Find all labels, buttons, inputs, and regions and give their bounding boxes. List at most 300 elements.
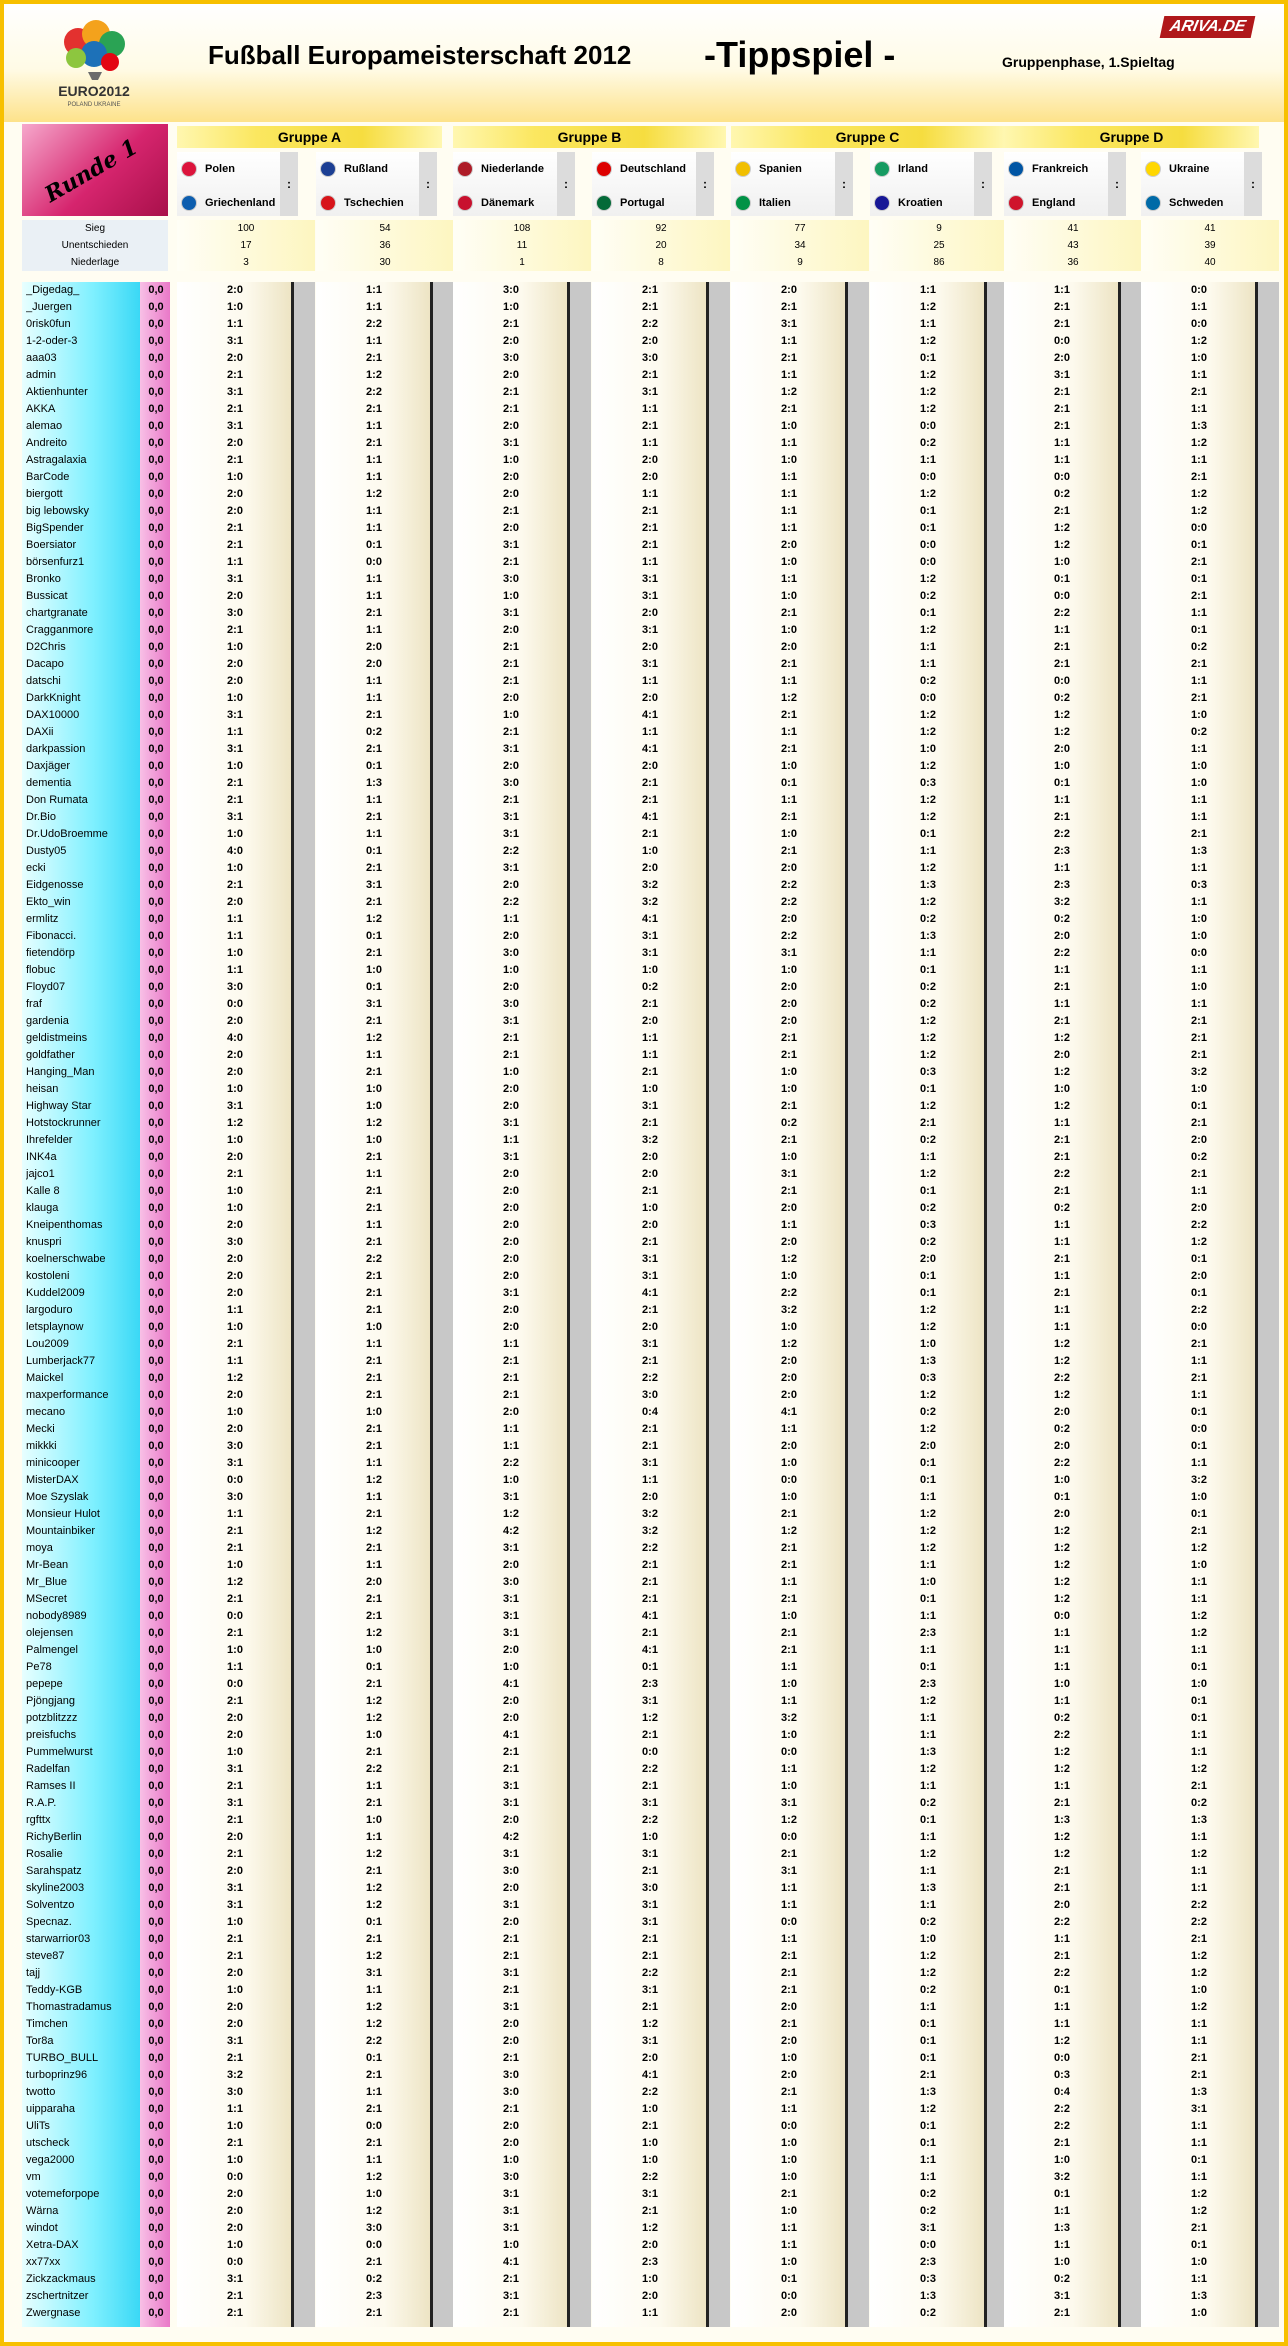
tip-cell[interactable]: 1:2 [1191, 1967, 1207, 1979]
tip-cell[interactable]: 0:1 [920, 607, 936, 619]
tip-cell[interactable]: 1:0 [227, 862, 243, 874]
tip-cell[interactable]: 2:1 [366, 1151, 382, 1163]
tip-cell[interactable]: 0:2 [1054, 913, 1070, 925]
tip-cell[interactable]: 1:0 [1191, 709, 1207, 721]
tip-cell[interactable]: 2:0 [642, 471, 658, 483]
tip-cell[interactable]: 2:0 [227, 505, 243, 517]
player-name[interactable]: skyline2003 [26, 1882, 85, 1894]
tip-cell[interactable]: 2:0 [366, 1576, 382, 1588]
tip-cell[interactable]: 1:2 [642, 2222, 658, 2234]
tip-cell[interactable]: 2:1 [1191, 386, 1207, 398]
tip-cell[interactable]: 1:2 [920, 1049, 936, 1061]
tip-cell[interactable]: 1:1 [920, 1729, 936, 1741]
tip-cell[interactable]: 2:0 [503, 1270, 519, 1282]
tip-cell[interactable]: 2:1 [1054, 2307, 1070, 2319]
tip-cell[interactable]: 2:0 [642, 1151, 658, 1163]
tip-cell[interactable]: 2:1 [1054, 1797, 1070, 1809]
tip-cell[interactable]: 1:1 [1054, 1780, 1070, 1792]
tip-cell[interactable]: 2:1 [366, 1236, 382, 1248]
tip-cell[interactable]: 1:1 [366, 1219, 382, 1231]
player-name[interactable]: Pjöngjang [26, 1695, 75, 1707]
tip-cell[interactable]: 2:1 [642, 505, 658, 517]
tip-cell[interactable]: 3:1 [642, 1984, 658, 1996]
player-name[interactable]: darkpassion [26, 743, 86, 755]
player-name[interactable]: olejensen [26, 1627, 74, 1639]
tip-cell[interactable]: 2:1 [1191, 1525, 1207, 1537]
tip-cell[interactable]: 3:1 [227, 1457, 243, 1469]
tip-cell[interactable]: 0:1 [920, 2035, 936, 2047]
tip-cell[interactable]: 3:1 [227, 2035, 243, 2047]
tip-cell[interactable]: 0:2 [1054, 2273, 1070, 2285]
player-name[interactable]: Andreito [26, 437, 67, 449]
tip-cell[interactable]: 1:2 [366, 2171, 382, 2183]
tip-cell[interactable]: 1:0 [781, 1780, 797, 1792]
tip-cell[interactable]: 0:2 [920, 2205, 936, 2217]
tip-cell[interactable]: 1:1 [366, 794, 382, 806]
tip-cell[interactable]: 2:1 [1054, 1950, 1070, 1962]
tip-cell[interactable]: 1:2 [1054, 2035, 1070, 2047]
tip-cell[interactable]: 1:1 [781, 1661, 797, 1673]
tip-cell[interactable]: 0:2 [920, 1984, 936, 1996]
tip-cell[interactable]: 1:2 [781, 386, 797, 398]
tip-cell[interactable]: 3:1 [503, 437, 519, 449]
tip-cell[interactable]: 3:1 [227, 386, 243, 398]
tip-cell[interactable]: 1:1 [1191, 2120, 1207, 2132]
tip-cell[interactable]: 2:1 [1054, 1134, 1070, 1146]
tip-cell[interactable]: 1:1 [781, 1576, 797, 1588]
tip-cell[interactable]: 2:0 [781, 1355, 797, 1367]
tip-cell[interactable]: 1:1 [920, 2171, 936, 2183]
player-name[interactable]: Solventzo [26, 1899, 75, 1911]
tip-cell[interactable]: 2:1 [227, 1848, 243, 1860]
tip-cell[interactable]: 0:1 [366, 845, 382, 857]
tip-cell[interactable]: 2:2 [1054, 1729, 1070, 1741]
tip-cell[interactable]: 1:2 [920, 1032, 936, 1044]
tip-cell[interactable]: 1:1 [227, 1355, 243, 1367]
tip-cell[interactable]: 3:1 [781, 1797, 797, 1809]
tip-cell[interactable]: 3:1 [503, 1491, 519, 1503]
tip-cell[interactable]: 1:1 [366, 828, 382, 840]
tip-cell[interactable]: 1:1 [1191, 2273, 1207, 2285]
tip-cell[interactable]: 1:0 [503, 964, 519, 976]
tip-cell[interactable]: 0:1 [920, 2018, 936, 2030]
tip-cell[interactable]: 0:0 [1054, 1610, 1070, 1622]
tip-cell[interactable]: 3:1 [227, 420, 243, 432]
tip-cell[interactable]: 2:1 [781, 1100, 797, 1112]
tip-cell[interactable]: 1:0 [920, 1576, 936, 1588]
tip-cell[interactable]: 1:2 [1054, 1542, 1070, 1554]
tip-cell[interactable]: 2:1 [1054, 420, 1070, 432]
tip-cell[interactable]: 2:2 [781, 1287, 797, 1299]
tip-cell[interactable]: 2:1 [1191, 556, 1207, 568]
tip-cell[interactable]: 1:1 [781, 573, 797, 585]
tip-cell[interactable]: 1:2 [781, 1814, 797, 1826]
tip-cell[interactable]: 1:2 [1054, 522, 1070, 534]
tip-cell[interactable]: 0:2 [1054, 488, 1070, 500]
tip-cell[interactable]: 1:0 [227, 828, 243, 840]
tip-cell[interactable]: 3:2 [642, 896, 658, 908]
tip-cell[interactable]: 2:0 [503, 1202, 519, 1214]
tip-cell[interactable]: 1:3 [1054, 1814, 1070, 1826]
tip-cell[interactable]: 1:2 [366, 2001, 382, 2013]
tip-cell[interactable]: 1:0 [1191, 1083, 1207, 1095]
tip-cell[interactable]: 2:0 [642, 335, 658, 347]
player-name[interactable]: Ekto_win [26, 896, 71, 908]
tip-cell[interactable]: 1:0 [366, 1134, 382, 1146]
tip-cell[interactable]: 2:0 [503, 1185, 519, 1197]
tip-cell[interactable]: 2:0 [503, 760, 519, 772]
tip-cell[interactable]: 1:0 [227, 2120, 243, 2132]
tip-cell[interactable]: 2:1 [1191, 2052, 1207, 2064]
tip-cell[interactable]: 1:1 [920, 1780, 936, 1792]
tip-cell[interactable]: 2:1 [503, 556, 519, 568]
tip-cell[interactable]: 1:2 [920, 896, 936, 908]
tip-cell[interactable]: 2:0 [366, 658, 382, 670]
tip-cell[interactable]: 2:1 [781, 709, 797, 721]
tip-cell[interactable]: 1:2 [920, 1100, 936, 1112]
tip-cell[interactable]: 0:2 [1191, 726, 1207, 738]
tip-cell[interactable]: 3:1 [227, 709, 243, 721]
tip-cell[interactable]: 2:1 [227, 2052, 243, 2064]
tip-cell[interactable]: 1:0 [227, 1916, 243, 1928]
tip-cell[interactable]: 2:2 [503, 1457, 519, 1469]
tip-cell[interactable]: 2:2 [366, 386, 382, 398]
tip-cell[interactable]: 1:0 [781, 1610, 797, 1622]
tip-cell[interactable]: 3:1 [503, 811, 519, 823]
tip-cell[interactable]: 2:1 [781, 607, 797, 619]
tip-cell[interactable]: 1:1 [642, 403, 658, 415]
tip-cell[interactable]: 2:2 [1054, 1457, 1070, 1469]
tip-cell[interactable]: 2:1 [781, 1644, 797, 1656]
tip-cell[interactable]: 1:2 [642, 2018, 658, 2030]
tip-cell[interactable]: 3:0 [642, 1882, 658, 1894]
tip-cell[interactable]: 1:1 [920, 1899, 936, 1911]
tip-cell[interactable]: 1:1 [1191, 1729, 1207, 1741]
tip-cell[interactable]: 4:1 [642, 2069, 658, 2081]
tip-cell[interactable]: 1:1 [227, 930, 243, 942]
player-name[interactable]: DAX10000 [26, 709, 80, 721]
tip-cell[interactable]: 4:1 [642, 743, 658, 755]
tip-cell[interactable]: 1:1 [1191, 1576, 1207, 1588]
player-name[interactable]: zschertnitzer [26, 2290, 89, 2302]
tip-cell[interactable]: 2:0 [1191, 1270, 1207, 1282]
tip-cell[interactable]: 1:2 [920, 1304, 936, 1316]
tip-cell[interactable]: 1:1 [366, 335, 382, 347]
tip-cell[interactable]: 1:0 [366, 1729, 382, 1741]
tip-cell[interactable]: 2:1 [227, 1950, 243, 1962]
tip-cell[interactable]: 0:1 [1191, 1100, 1207, 1112]
player-name[interactable]: Pe78 [26, 1661, 52, 1673]
tip-cell[interactable]: 0:1 [1054, 1491, 1070, 1503]
tip-cell[interactable]: 2:1 [1191, 658, 1207, 670]
player-name[interactable]: Mountainbiker [26, 1525, 96, 1537]
tip-cell[interactable]: 2:0 [227, 2018, 243, 2030]
tip-cell[interactable]: 0:2 [920, 590, 936, 602]
tip-cell[interactable]: 2:1 [642, 1117, 658, 1129]
player-name[interactable]: Hanging_Man [26, 1066, 95, 1078]
tip-cell[interactable]: 2:0 [503, 1814, 519, 1826]
tip-cell[interactable]: 2:2 [1191, 1304, 1207, 1316]
tip-cell[interactable]: 2:1 [642, 794, 658, 806]
tip-cell[interactable]: 1:1 [1054, 1304, 1070, 1316]
tip-cell[interactable]: 3:2 [642, 1508, 658, 1520]
tip-cell[interactable]: 0:1 [1191, 1661, 1207, 1673]
tip-cell[interactable]: 4:0 [227, 845, 243, 857]
tip-cell[interactable]: 1:1 [366, 1491, 382, 1503]
tip-cell[interactable]: 1:1 [920, 2154, 936, 2166]
tip-cell[interactable]: 3:1 [642, 1100, 658, 1112]
player-name[interactable]: Mr-Bean [26, 1559, 69, 1571]
player-name[interactable]: gardenia [26, 1015, 69, 1027]
tip-cell[interactable]: 0:1 [1191, 539, 1207, 551]
tip-cell[interactable]: 0:2 [1054, 1202, 1070, 1214]
tip-cell[interactable]: 1:1 [366, 522, 382, 534]
tip-cell[interactable]: 1:0 [781, 2137, 797, 2149]
tip-cell[interactable]: 2:1 [366, 2069, 382, 2081]
tip-cell[interactable]: 1:0 [1191, 1984, 1207, 1996]
tip-cell[interactable]: 4:1 [503, 2256, 519, 2268]
tip-cell[interactable]: 1:0 [1191, 1678, 1207, 1690]
tip-cell[interactable]: 2:1 [366, 1423, 382, 1435]
tip-cell[interactable]: 2:1 [781, 2018, 797, 2030]
tip-cell[interactable]: 1:3 [1054, 2222, 1070, 2234]
tip-cell[interactable]: 2:2 [642, 2171, 658, 2183]
tip-cell[interactable]: 3:1 [503, 1780, 519, 1792]
tip-cell[interactable]: 4:1 [503, 1678, 519, 1690]
tip-cell[interactable]: 1:2 [366, 1899, 382, 1911]
tip-cell[interactable]: 2:1 [227, 777, 243, 789]
tip-cell[interactable]: 0:0 [227, 998, 243, 1010]
tip-cell[interactable]: 1:0 [227, 1746, 243, 1758]
tip-cell[interactable]: 2:1 [781, 1542, 797, 1554]
tip-cell[interactable]: 2:1 [1191, 2069, 1207, 2081]
tip-cell[interactable]: 0:0 [781, 1916, 797, 1928]
player-name[interactable]: preisfuchs [26, 1729, 77, 1741]
player-name[interactable]: Floyd07 [26, 981, 66, 993]
tip-cell[interactable]: 3:1 [503, 1593, 519, 1605]
tip-cell[interactable]: 3:1 [642, 624, 658, 636]
tip-cell[interactable]: 0:2 [920, 913, 936, 925]
player-name[interactable]: Ihrefelder [26, 1134, 73, 1146]
tip-cell[interactable]: 1:2 [920, 335, 936, 347]
tip-cell[interactable]: 0:2 [366, 2273, 382, 2285]
tip-cell[interactable]: 1:2 [366, 1848, 382, 1860]
player-name[interactable]: INK4a [26, 1151, 57, 1163]
tip-cell[interactable]: 2:1 [503, 1933, 519, 1945]
tip-cell[interactable]: 2:2 [1054, 1372, 1070, 1384]
player-name[interactable]: maxperformance [26, 1389, 109, 1401]
tip-cell[interactable]: 1:1 [920, 1865, 936, 1877]
tip-cell[interactable]: 1:1 [781, 1763, 797, 1775]
tip-cell[interactable]: 1:0 [503, 1474, 519, 1486]
tip-cell[interactable]: 1:3 [366, 777, 382, 789]
tip-cell[interactable]: 0:1 [781, 2273, 797, 2285]
tip-cell[interactable]: 1:1 [1054, 1627, 1070, 1639]
tip-cell[interactable]: 0:1 [920, 1457, 936, 1469]
tip-cell[interactable]: 1:2 [1054, 1576, 1070, 1588]
tip-cell[interactable]: 2:1 [227, 1814, 243, 1826]
tip-cell[interactable]: 2:1 [503, 794, 519, 806]
tip-cell[interactable]: 0:0 [920, 539, 936, 551]
tip-cell[interactable]: 2:1 [781, 1593, 797, 1605]
tip-cell[interactable]: 2:1 [781, 403, 797, 415]
tip-cell[interactable]: 1:2 [1054, 1525, 1070, 1537]
tip-cell[interactable]: 2:0 [227, 437, 243, 449]
player-name[interactable]: fraf [26, 998, 42, 1010]
tip-cell[interactable]: 2:1 [1054, 981, 1070, 993]
tip-cell[interactable]: 2:0 [503, 1253, 519, 1265]
player-name[interactable]: TURBO_BULL [26, 2052, 99, 2064]
tip-cell[interactable]: 1:1 [781, 1882, 797, 1894]
tip-cell[interactable]: 2:1 [1054, 658, 1070, 670]
tip-cell[interactable]: 3:1 [503, 1627, 519, 1639]
tip-cell[interactable]: 2:0 [503, 1236, 519, 1248]
tip-cell[interactable]: 2:1 [1191, 1933, 1207, 1945]
tip-cell[interactable]: 1:2 [920, 811, 936, 823]
tip-cell[interactable]: 3:1 [642, 2035, 658, 2047]
tip-cell[interactable]: 2:1 [1191, 2222, 1207, 2234]
tip-cell[interactable]: 2:0 [227, 590, 243, 602]
tip-cell[interactable]: 2:0 [227, 1219, 243, 1231]
tip-cell[interactable]: 1:0 [642, 2154, 658, 2166]
tip-cell[interactable]: 1:1 [1191, 2018, 1207, 2030]
tip-cell[interactable]: 2:2 [366, 1763, 382, 1775]
tip-cell[interactable]: 1:0 [920, 743, 936, 755]
tip-cell[interactable]: 2:0 [642, 607, 658, 619]
tip-cell[interactable]: 2:1 [642, 1559, 658, 1571]
tip-cell[interactable]: 4:1 [642, 709, 658, 721]
tip-cell[interactable]: 1:0 [642, 845, 658, 857]
tip-cell[interactable]: 3:0 [227, 1491, 243, 1503]
tip-cell[interactable]: 2:1 [503, 318, 519, 330]
tip-cell[interactable]: 1:2 [1191, 1627, 1207, 1639]
tip-cell[interactable]: 2:2 [642, 1967, 658, 1979]
tip-cell[interactable]: 1:1 [920, 641, 936, 653]
tip-cell[interactable]: 0:1 [642, 1661, 658, 1673]
tip-cell[interactable]: 2:1 [1054, 318, 1070, 330]
tip-cell[interactable]: 1:1 [1054, 1270, 1070, 1282]
tip-cell[interactable]: 0:1 [1191, 1440, 1207, 1452]
tip-cell[interactable]: 2:1 [1054, 1185, 1070, 1197]
tip-cell[interactable]: 2:1 [1054, 1865, 1070, 1877]
tip-cell[interactable]: 2:0 [503, 488, 519, 500]
tip-cell[interactable]: 2:1 [503, 1372, 519, 1384]
tip-cell[interactable]: 2:1 [642, 1185, 658, 1197]
tip-cell[interactable]: 1:3 [920, 2290, 936, 2302]
tip-cell[interactable]: 0:2 [920, 1236, 936, 1248]
tip-cell[interactable]: 0:0 [227, 2256, 243, 2268]
tip-cell[interactable]: 1:1 [366, 505, 382, 517]
tip-cell[interactable]: 2:1 [642, 777, 658, 789]
tip-cell[interactable]: 1:2 [1191, 1950, 1207, 1962]
tip-cell[interactable]: 1:1 [1054, 284, 1070, 296]
tip-cell[interactable]: 2:2 [503, 845, 519, 857]
tip-cell[interactable]: 1:1 [503, 1440, 519, 1452]
tip-cell[interactable]: 3:1 [503, 2188, 519, 2200]
tip-cell[interactable]: 1:0 [1054, 1678, 1070, 1690]
player-name[interactable]: votemeforpope [26, 2188, 100, 2200]
tip-cell[interactable]: 3:1 [227, 2273, 243, 2285]
tip-cell[interactable]: 0:3 [920, 1066, 936, 1078]
tip-cell[interactable]: 2:0 [920, 1440, 936, 1452]
tip-cell[interactable]: 1:0 [366, 1644, 382, 1656]
tip-cell[interactable]: 1:0 [227, 2154, 243, 2166]
tip-cell[interactable]: 3:2 [227, 2069, 243, 2081]
tip-cell[interactable]: 1:0 [781, 964, 797, 976]
tip-cell[interactable]: 1:1 [366, 675, 382, 687]
tip-cell[interactable]: 2:1 [781, 1032, 797, 1044]
tip-cell[interactable]: 1:1 [920, 658, 936, 670]
tip-cell[interactable]: 1:0 [227, 301, 243, 313]
tip-cell[interactable]: 1:1 [781, 1695, 797, 1707]
tip-cell[interactable]: 0:0 [1191, 1321, 1207, 1333]
tip-cell[interactable]: 1:1 [642, 488, 658, 500]
tip-cell[interactable]: 3:1 [227, 573, 243, 585]
tip-cell[interactable]: 3:1 [642, 1797, 658, 1809]
tip-cell[interactable]: 2:1 [1054, 301, 1070, 313]
player-name[interactable]: DarkKnight [26, 692, 81, 704]
tip-cell[interactable]: 2:0 [227, 284, 243, 296]
tip-cell[interactable]: 2:2 [503, 896, 519, 908]
tip-cell[interactable]: 2:0 [1054, 1508, 1070, 1520]
tip-cell[interactable]: 1:2 [920, 624, 936, 636]
tip-cell[interactable]: 1:1 [781, 471, 797, 483]
tip-cell[interactable]: 4:2 [503, 1525, 519, 1537]
tip-cell[interactable]: 0:1 [366, 1916, 382, 1928]
tip-cell[interactable]: 1:3 [920, 2086, 936, 2098]
tip-cell[interactable]: 2:1 [366, 1933, 382, 1945]
tip-cell[interactable]: 1:0 [1054, 2154, 1070, 2166]
tip-cell[interactable]: 2:0 [642, 862, 658, 874]
tip-cell[interactable]: 0:0 [1054, 590, 1070, 602]
tip-cell[interactable]: 1:0 [781, 2205, 797, 2217]
tip-cell[interactable]: 1:2 [366, 369, 382, 381]
tip-cell[interactable]: 2:0 [503, 1916, 519, 1928]
tip-cell[interactable]: 2:0 [920, 1253, 936, 1265]
tip-cell[interactable]: 1:0 [503, 454, 519, 466]
tip-cell[interactable]: 2:1 [227, 1338, 243, 1350]
tip-cell[interactable]: 2:0 [227, 658, 243, 670]
tip-cell[interactable]: 1:0 [227, 2239, 243, 2251]
tip-cell[interactable]: 2:0 [503, 981, 519, 993]
tip-cell[interactable]: 1:0 [781, 1491, 797, 1503]
tip-cell[interactable]: 1:1 [920, 284, 936, 296]
player-name[interactable]: potzblitzzz [26, 1712, 78, 1724]
tip-cell[interactable]: 2:0 [503, 1695, 519, 1707]
player-name[interactable]: twotto [26, 2086, 56, 2098]
tip-cell[interactable]: 1:0 [642, 2103, 658, 2115]
player-name[interactable]: Dr.UdoBroemme [26, 828, 108, 840]
tip-cell[interactable]: 0:1 [920, 2052, 936, 2064]
tip-cell[interactable]: 1:2 [366, 1117, 382, 1129]
tip-cell[interactable]: 1:1 [366, 624, 382, 636]
tip-cell[interactable]: 1:1 [1191, 998, 1207, 1010]
tip-cell[interactable]: 1:0 [781, 590, 797, 602]
tip-cell[interactable]: 1:0 [781, 2256, 797, 2268]
tip-cell[interactable]: 1:0 [227, 1406, 243, 1418]
tip-cell[interactable]: 2:3 [366, 2290, 382, 2302]
tip-cell[interactable]: 1:0 [503, 1661, 519, 1673]
tip-cell[interactable]: 3:1 [642, 573, 658, 585]
tip-cell[interactable]: 1:1 [1191, 301, 1207, 313]
tip-cell[interactable]: 1:1 [642, 2307, 658, 2319]
tip-cell[interactable]: 2:1 [227, 794, 243, 806]
tip-cell[interactable]: 0:1 [920, 522, 936, 534]
tip-cell[interactable]: 1:2 [1054, 1389, 1070, 1401]
tip-cell[interactable]: 1:2 [920, 709, 936, 721]
tip-cell[interactable]: 0:1 [366, 1661, 382, 1673]
tip-cell[interactable]: 1:1 [1191, 1355, 1207, 1367]
